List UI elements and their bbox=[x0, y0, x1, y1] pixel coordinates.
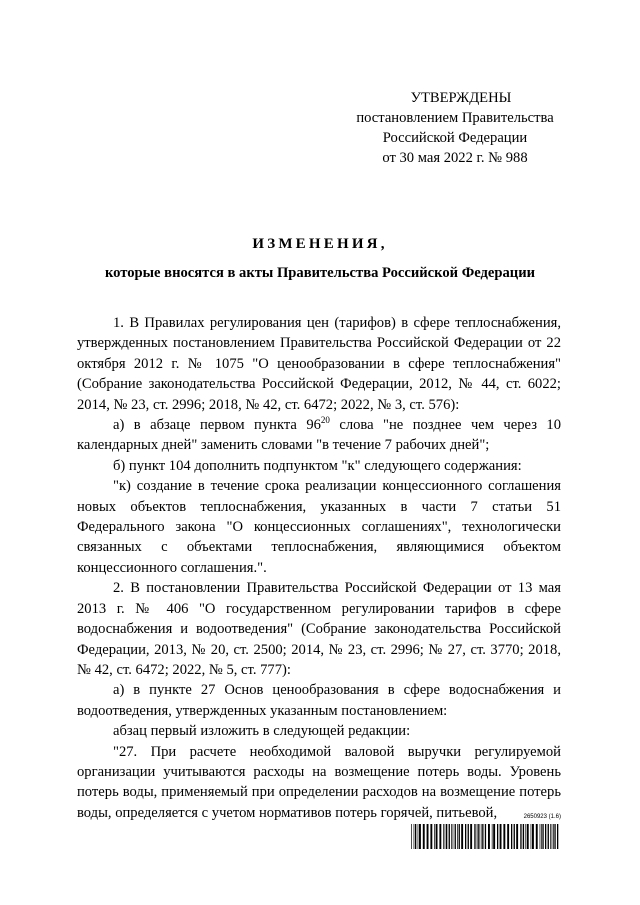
approval-line-2: Российской Федерации bbox=[382, 130, 528, 146]
paragraph-2a: а) в пункте 27 Основ ценообразования в сфере водоснабжения и водоотведения, утвержденных указанным постановлением: bbox=[77, 682, 561, 719]
approval-line-1: постановлением Правительства bbox=[356, 110, 554, 126]
paragraph-1b-quote: "к) создание в течение срока реализации концессионного соглашения новых объектов теплоснабжения, указанных в части 7 статьи 51 Федерального закона "О концессионных соглашениях", технологически связанных с объектами теплоснабжения, являющимися объектом концессионного соглашения.". bbox=[77, 478, 561, 576]
paragraph-1: 1. В Правилах регулирования цен (тарифов) в сфере теплоснабжения, утвержденных постановлением Правительства Российской Федерации от 22 октября 2012 г. № 1075 "О ценообразовании в сфере теплоснабжения" (Собрание законодательства Российской Федерации, 2012, № 44, ст. 6022; 2014, № 23, ст. 2996; 2018, № 42, ст. 6472; 2022, № 3, ст. 576): bbox=[77, 315, 561, 413]
paragraph-1a-before: а) в абзаце первом пункта 96 bbox=[113, 417, 321, 434]
document-heading bbox=[0, 236, 640, 282]
approval-line-3: от 30 мая 2022 г. № 988 bbox=[382, 150, 528, 166]
paragraph-1b: б) пункт 104 дополнить подпунктом "к" следующего содержания: bbox=[113, 457, 522, 474]
document-number: 2650923 (1.6) bbox=[523, 814, 561, 820]
paragraph-2: 2. В постановлении Правительства Российской Федерации от 13 мая 2013 г. № 406 "О государственном регулировании тарифов в сфере водоснабжения и водоотведения" (Собрание законодательства Российской Федерации, 2013, № 20, ст. 2500; 2014, № 23, ст. 2996; № 27, ст. 3770; 2018, № 42, ст. 6472; 2022, № 5, ст. 777): bbox=[77, 580, 561, 678]
heading-subtitle: которые вносятся в акты Правительства Российской Федерации bbox=[104, 265, 536, 281]
paragraph-1a-after: слова "не позднее чем через 10 календарных дней" заменить словами "в течение 7 рабочих дней"; bbox=[77, 417, 561, 454]
footer-barcode-area bbox=[411, 814, 561, 854]
heading-title: ИЗМЕНЕНИЯ, bbox=[252, 236, 388, 252]
paragraph-2a-quote: "27. При расчете необходимой валовой выручки регулируемой организации учитываются расходы на возмещение потерь воды. Уровень потерь воды, применяемый при определении расходов на возмещение потерь воды, определяется с учетом нормативов потерь горячей, питьевой, bbox=[77, 743, 561, 821]
superscript-20: 20 bbox=[320, 415, 330, 426]
document-body bbox=[77, 313, 561, 823]
paragraph-1a bbox=[77, 415, 561, 456]
approval-title: УТВЕРЖДЕНЫ bbox=[410, 90, 512, 106]
approval-block bbox=[340, 88, 570, 168]
barcode-icon bbox=[411, 824, 561, 849]
paragraph-2a-intro: абзац первый изложить в следующей редакции: bbox=[113, 723, 411, 740]
